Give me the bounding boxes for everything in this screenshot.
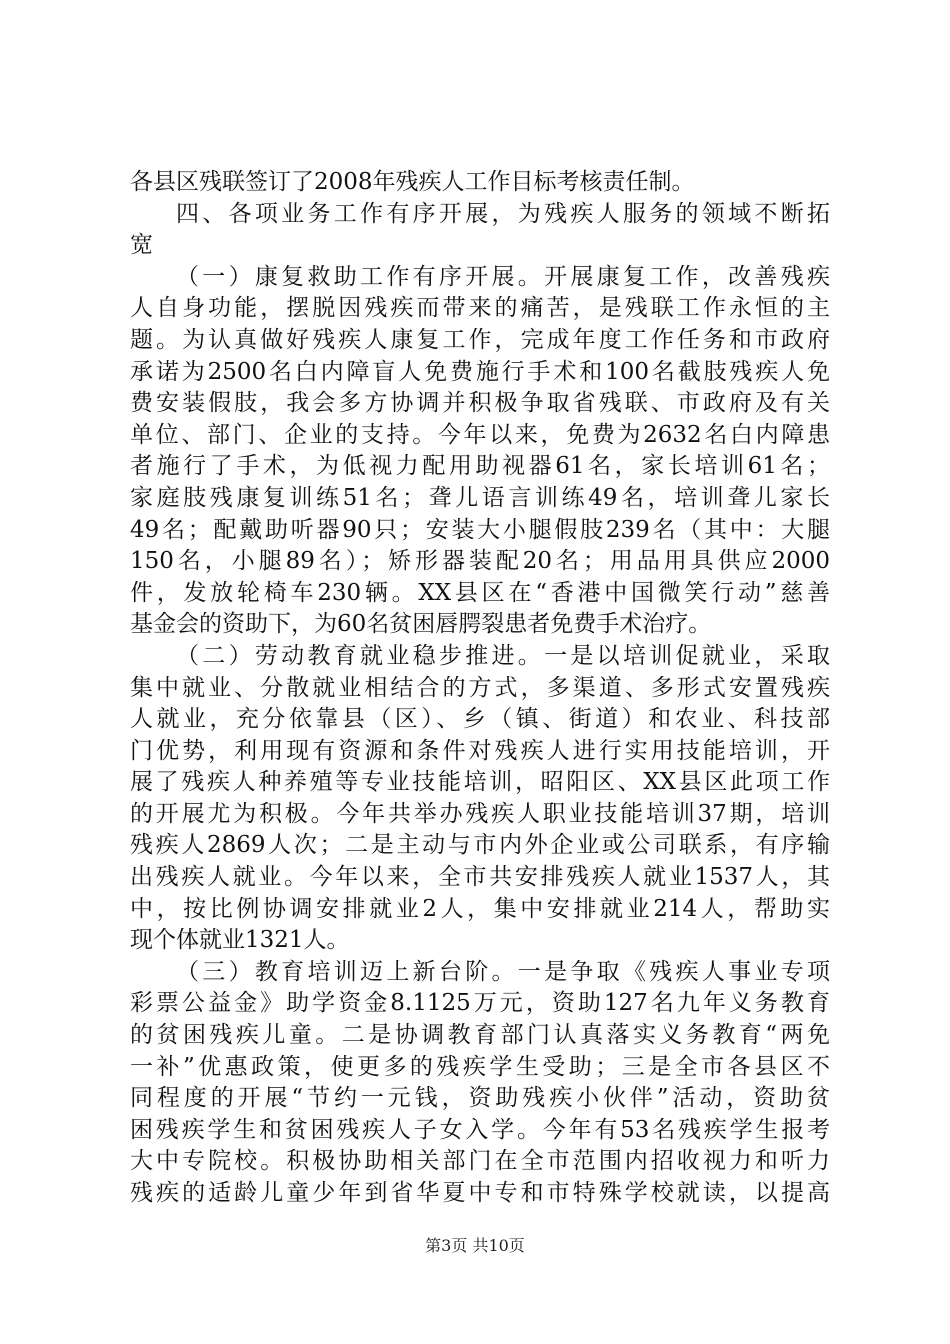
text-line: 展了残疾人种养殖等专业技能培训，昭阳区、XX县区此项工作 [130,769,830,796]
text-line: 彩票公益金》助学资金8.1125万元，资助127名九年义务教育 [130,990,830,1017]
text-line: 承诺为2500名白内障盲人免费施行手术和100名截肢残疾人免 [130,358,830,385]
text-line: 150名，小腿89名）；矫形器装配20名；用品用具供应2000 [130,548,830,575]
text-line: 的开展尤为积极。今年共举办残疾人职业技能培训37期，培训 [130,800,830,827]
text-line: 费安装假肢，我会多方协调并积极争取省残联、市政府及有关 [130,390,830,417]
page-footer: 第3页 共10页 [425,1236,525,1255]
text-line: （一）康复救助工作有序开展。开展康复工作，改善残疾 [176,263,830,290]
text-line: 同程度的开展“节约一元钱，资助残疾小伙伴”活动，资助贫 [130,1085,830,1112]
text-line: 集中就业、分散就业相结合的方式，多渠道、多形式安置残疾 [130,674,830,701]
document-body [130,167,830,1210]
text-line: （二）劳动教育就业稳步推进。一是以培训促就业，采取 [176,642,830,669]
text-line: 49名；配戴助听器90只；安装大小腿假肢239名（其中：大腿 [130,516,830,543]
text-line: 残疾人2869人次；二是主动与市内外企业或公司联系，有序输 [130,832,830,859]
text-line: 各县区残联签订了2008年残疾人工作目标考核责任制。 [130,169,695,195]
text-line: 一补”优惠政策，使更多的残疾学生受助；三是全市各县区不 [130,1053,830,1080]
text-line: 宽 [130,232,153,259]
text-line: 门优势，利用现有资源和条件对残疾人进行实用技能培训，开 [130,737,830,764]
text-line: 现个体就业1321人。 [130,927,350,954]
text-line: 家庭肢残康复训练51名；聋儿语言训练49名，培训聋儿家长 [130,484,830,511]
text-line: 大中专院校。积极协助相关部门在全市范围内招收视力和听力 [130,1148,830,1175]
text-line: 单位、部门、企业的支持。今年以来，免费为2632名白内障患 [130,421,830,448]
text-line: 残疾的适龄儿童少年到省华夏中专和市特殊学校就读，以提高 [130,1180,830,1206]
text-line: 出残疾人就业。今年以来，全市共安排残疾人就业1537人，其 [130,864,830,891]
text-line: 中，按比例协调安排就业2人，集中安排就业214人，帮助实 [130,895,830,922]
text-line: 的贫困残疾儿童。二是协调教育部门认真落实义务教育“两免 [130,1022,830,1049]
text-line: 困残疾学生和贫困残疾人子女入学。今年有53名残疾学生报考 [130,1116,830,1143]
text-line: 者施行了手术，为低视力配用助视器61名，家长培训61名； [130,453,830,480]
text-line: 基金会的资助下，为60名贫困唇腭裂患者免费手术治疗。 [130,611,712,638]
text-line: 四、各项业务工作有序开展，为残疾人服务的领域不断拓 [176,200,830,227]
text-line: （三）教育培训迈上新台阶。一是争取《残疾人事业专项 [176,958,830,985]
text-line: 题。为认真做好残疾人康复工作，完成年度工作任务和市政府 [130,326,830,353]
text-line: 件，发放轮椅车230辆。XX县区在“香港中国微笑行动”慈善 [130,579,830,606]
text-line: 人自身功能，摆脱因残疾而带来的痛苦，是残联工作永恒的主 [130,295,830,322]
text-line: 人就业，充分依靠县（区）、乡（镇、街道）和农业、科技部 [130,706,830,733]
